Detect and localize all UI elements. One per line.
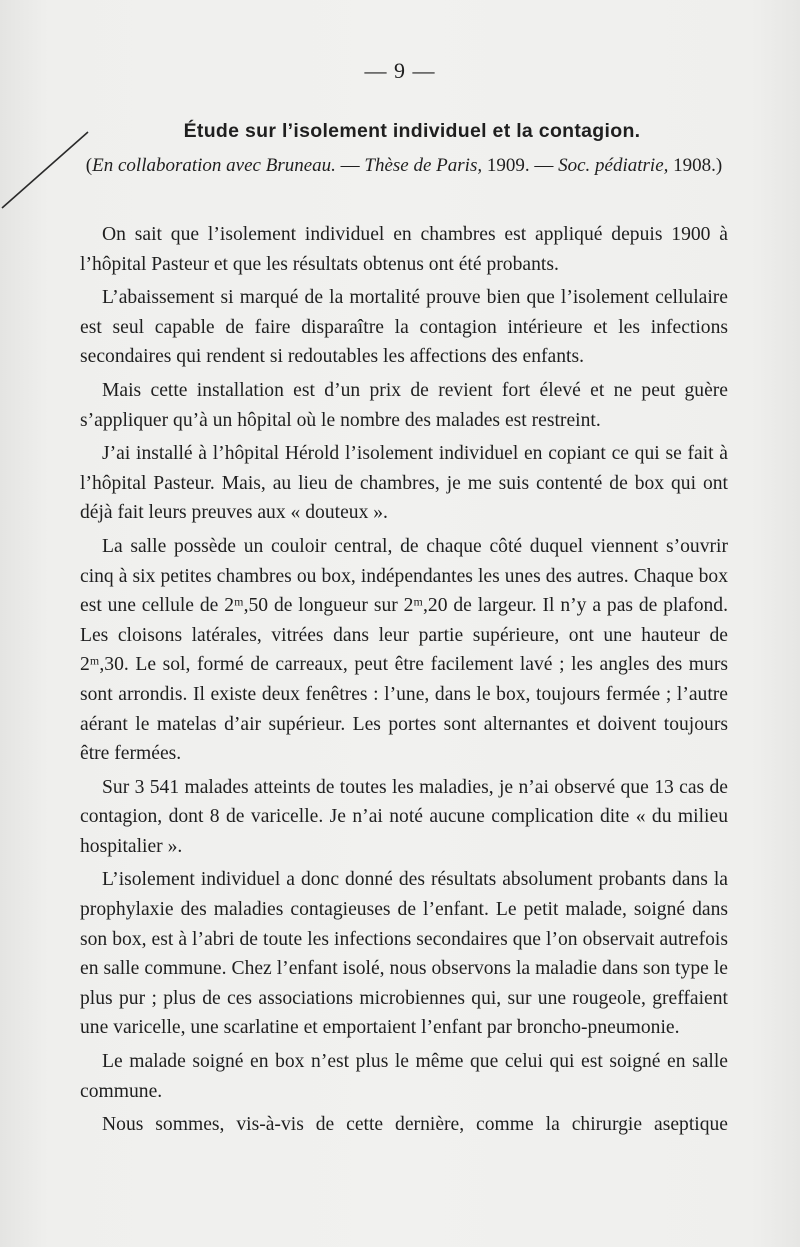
- subtitle-open-paren: (: [85, 155, 93, 176]
- paragraph: J’ai installé à l’hôpital Hérold l’isolement individuel en copiant ce qui se fait à l’hôpital Pasteur. Mais, au lieu de chambres, je me suis contenté de box qui ont déjà fait leurs preuves aux « douteux ».: [80, 443, 728, 524]
- paragraph: L’isolement individuel a donc donné des résultats absolument probants dans la prophylaxie des maladies contagieuses de l’enfant. Le petit malade, soigné dans son box, est à l’abri de toute les infections secondaires que l’on observait autrefois en salle commune. Chez l’enfant isolé, nous observons la maladie dans son type le plus pur ; plus de ces associations microbiennes qui, sur une rougeole, greffaient une varicelle, une scarlatine et emportaient l’enfant par broncho-pneumonie.: [80, 869, 728, 1039]
- section-title: Étude sur l’isolement individuel et la contagion.: [183, 120, 641, 142]
- subtitle-society-year: 1908.): [668, 155, 723, 176]
- subtitle-dash: —: [335, 155, 365, 176]
- page-number: — 9 —: [364, 58, 436, 83]
- paragraph: L’abaissement si marqué de la mortalité prouve bien que l’isolement cellulaire est seul capable de faire disparaître la contagion intérieure et les infections secondaires qui rendent si redoutables les affections des enfants.: [80, 287, 728, 368]
- paragraph: La salle possède un couloir central, de chaque côté duquel viennent s’ouvrir cinq à six petites chambres ou box, indépendantes les unes des autres. Chaque box est une cellule de 2ᵐ,50 de longueur sur 2ᵐ,20 de largeur. Il n’y a pas de plafond. Les cloisons latérales, vitrées dans leur partie supérieure, ont une hauteur de 2ᵐ,30. Le sol, formé de carreaux, peut être facilement lavé ; les angles des murs sont arrondis. Il existe deux fenêtres : l’une, dans le box, toujours fermée ; l’autre aérant le matelas d’air supérieur. Les portes sont alternantes et doivent toujours être fermées.: [80, 535, 728, 765]
- subtitle-thesis: Thèse de Paris,: [364, 155, 483, 176]
- paragraph: Sur 3 541 malades atteints de toutes les maladies, je n’ai observé que 13 cas de contagion, dont 8 de varicelle. Je n’ai noté aucune complication dite « du milieu hospitalier ».: [80, 776, 728, 857]
- section-subtitle: [74, 150, 734, 181]
- subtitle-society: Soc. pédiatrie,: [558, 155, 669, 176]
- paragraph: On sait que l’isolement individuel en chambres est appliqué depuis 1900 à l’hôpital Pasteur et que les résultats obtenus ont été probants.: [80, 224, 728, 275]
- body-text: [80, 220, 728, 1144]
- paragraph: Le malade soigné en box n’est plus le même que celui qui est soigné en salle commune.: [80, 1051, 728, 1102]
- paragraph: Mais cette installation est d’un prix de revient fort élevé et ne peut guère s’appliquer qu’à un hôpital où le nombre des malades est restreint.: [80, 379, 728, 431]
- subtitle-collaboration: En collaboration avec Bruneau.: [92, 155, 336, 176]
- subtitle-thesis-year: 1909. —: [482, 155, 559, 176]
- paragraph-continued: Nous sommes, vis-à-vis de cette dernière, comme la chirurgie aseptique: [102, 1114, 728, 1136]
